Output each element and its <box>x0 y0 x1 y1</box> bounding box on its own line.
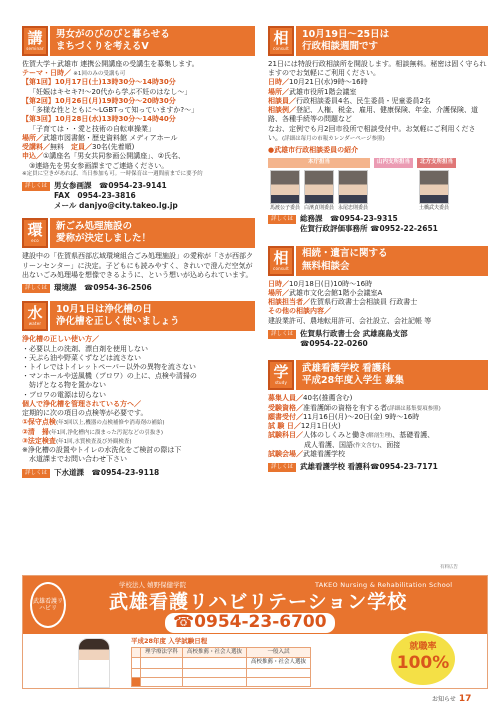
eco-section <box>22 218 255 293</box>
contact <box>268 462 488 472</box>
application-row: 願書受付／11月16日(月)～20日(金) 9時～16時 <box>268 412 420 421</box>
contact-tag: 詳しくは <box>22 469 50 478</box>
check-2: ②清 掃(年1回,浄化槽内に溜まった汚泥などの引抜き) <box>22 427 163 436</box>
seminar-section <box>22 26 255 210</box>
staff-row: 相談担当者／佐賀県行政書士会相談員 行政書士 <box>268 298 418 307</box>
table-row: 理学療法学科 高校推薦・社会人選抜 一般入試 <box>132 648 311 658</box>
contact-org: 佐賀県行政書士会 武雄鹿島支部 <box>300 328 408 338</box>
schedule-title: 平成28年度 入学試験日程 <box>131 637 208 645</box>
consult-badge: 相 consult <box>268 246 294 276</box>
session-1: 【第1回】10月17日(土)13時30分～14時30分 <box>22 78 176 87</box>
water-badge: 水 water <box>22 301 48 331</box>
contact <box>22 468 255 478</box>
study-badge: 学 study <box>268 360 294 390</box>
example-row: 相談例／登記、人権、税金、雇用、健康保険、年金、介護保険、道路、各種手続等の問題など <box>268 106 478 124</box>
staff-row: 相談員／行政相談委員4名、民生委員・児童委員2名 <box>268 96 431 105</box>
session-2: 【第2回】10月26日(月)19時30分～20時30分 <box>22 96 176 105</box>
intro: 佐賀大学＋武雄市 連携公開講座の受講生を募集します。 <box>22 60 199 68</box>
contact-phone: 環境課 ☎0954-36-2506 <box>54 283 152 293</box>
session-3: 【第3回】10月28日(水)13時30分～14時40分 <box>22 115 176 124</box>
schedule-table <box>131 647 311 687</box>
qualify-row: 受験資格／准看護師の資格を有する者(詳細は募集要項参照) <box>268 403 441 412</box>
owner-intro: 定期的に次の項目の点検等が必要です。 <box>22 409 148 418</box>
date-row: 日時／10月18日(日)10時～16時 <box>268 279 373 288</box>
note: ※定員に空きがあれば、当日参加も可。一時保育は一週間前までに要予約 <box>22 170 203 177</box>
contact-tag: 詳しくは <box>22 182 50 191</box>
owner-heading: 個人で浄化槽を管理されている方へ／ <box>22 399 141 408</box>
session-2-title: 「多様な性とともに～LGBTって知っていますか?～」 <box>29 106 199 115</box>
usage-item: 妨げとなる物を置かない <box>22 381 106 390</box>
session-1-title: 「妊娠はキセキ?!～20代から学ぶ不妊のはなし～」 <box>29 87 192 96</box>
usage-heading: 浄化槽の正しい使い方／ <box>22 335 99 344</box>
contact-phone: 総務課 ☎0954-23-9315 <box>300 214 398 224</box>
section-title: 10月19日～25日は 行政相談週間です <box>296 26 488 56</box>
contact-tag: 詳しくは <box>268 330 296 339</box>
section-title: 新ごみ処理施設の 愛称が決定しました！ <box>50 218 255 248</box>
ad-header <box>23 576 487 634</box>
contact-phone: ☎0954-22-0260 <box>300 338 368 348</box>
usage-item: ・天ぷら油や野菜くずなどは流さない <box>22 353 141 362</box>
inheritance-section <box>268 246 488 349</box>
section-header <box>268 26 488 56</box>
other-row: 建設業許可、農地転用許可、会社設立、会社記帳 等 <box>268 316 432 325</box>
note: ※浄化槽の設置やトイレの水洗化をご検討の際は下 <box>22 446 182 455</box>
contact-tag: 詳しくは <box>268 463 296 472</box>
apply-row: 申込／①講座名「男女共同参画公開講座」、②氏名、 <box>22 152 186 161</box>
group-honcho <box>268 158 370 211</box>
section-header <box>22 218 255 248</box>
portrait-photo <box>419 170 449 204</box>
usage-item: ・ブロワの電源は切らない <box>22 390 106 399</box>
contact-mail[interactable]: メール danjyo@city.takeo.lg.jp <box>54 200 178 210</box>
body: 21日には特設行政相談所を開設します。相談無料。秘密は固く守られますのでお気軽にご利用ください。 <box>268 60 487 78</box>
venue-row: 試験会場／武雄看護学校 <box>268 449 345 458</box>
section-title: 相続・遺言に関する 無料相談会 <box>296 246 488 276</box>
contact-tag: 詳しくは <box>22 284 50 293</box>
ad-subtitle: 学校法人 嬉野保健学院 <box>119 581 187 589</box>
section-title: 武雄看護学校 看護科 平成28年度入学生 募集 <box>296 360 488 390</box>
section-header <box>22 26 255 56</box>
place-row: 場所／武雄市文化会館1階小会議室A <box>268 288 383 297</box>
group-label: 山内支所担当 <box>374 158 413 167</box>
usage-item: ・マンホールや送風機（ブロワ）の上に、点検や清掃の <box>22 372 197 381</box>
capacity-row: 募集人員／40名(推薦含む) <box>268 394 353 403</box>
note: なお、定例でも月2回市役所で相談受付中。お気軽にご利用ください。(詳細は毎月の市報カレンダーページ参照) <box>268 124 476 142</box>
school-phone: ☎0954-23-6700 <box>165 613 335 633</box>
note-2: 水道課までお問い合わせ下さい <box>22 455 127 464</box>
other-label: その他の相談内容／ <box>268 307 331 316</box>
place-row: 場所／武雄市役所1階会議室 <box>268 87 357 96</box>
water-section <box>22 301 255 478</box>
portrait-photo <box>304 170 334 204</box>
school-name: 武雄看護リハビリテーション学校 <box>109 591 408 613</box>
member: 永尾忠則委員 <box>337 170 369 212</box>
body: 建設中の「佐賀県西部広域環境組合ごみ処理施設」の愛称が「さが西部クリーンセンター」に決定。子どもにも読みやすく、きれいで澄んだ空気が出ないごみ処理場を想像できるように、という想いが込められています。 <box>22 252 253 279</box>
admin-consult-section <box>268 26 488 234</box>
table-row: 高校推薦・社会人選抜 <box>132 658 311 668</box>
place-row: 場所／武雄市図書館・歴史資料館 メディアホール <box>22 133 178 142</box>
right-column <box>268 26 488 480</box>
member: 馬渡公子委員 <box>269 170 301 212</box>
section-title: 男女がのびのびと暮らせる まちづくりを考えるⅤ <box>50 26 255 56</box>
contact-phone: 武雄看護学校 看護科☎0954-23-7171 <box>300 462 438 472</box>
nursing-school-section <box>268 360 488 472</box>
usage-item: ・必要以上の洗剤、漂白剤を使用しない <box>22 344 148 353</box>
exam-date-row: 試 験 日／12月1日(火) <box>268 422 341 431</box>
committee-members <box>268 158 488 211</box>
contact <box>268 214 488 234</box>
left-column <box>22 26 255 486</box>
group-kitagata <box>417 158 456 211</box>
table-row <box>132 668 311 677</box>
theme-row: テーマ・日時／ ※1回のみの受講も可 <box>22 69 126 78</box>
school-logo: 武雄看護リハビリ <box>30 582 66 628</box>
contact-fax: FAX 0954-23-3816 <box>54 190 136 200</box>
contact <box>268 329 488 349</box>
section-header <box>268 360 488 390</box>
subjects-row-2: 成人看護、国語(作文含む)、面接 <box>304 440 401 449</box>
fee-row: 受講料／無料 定員／30名(先着順) <box>22 143 135 152</box>
school-advertisement <box>22 575 488 689</box>
page-number: 17 <box>458 694 472 704</box>
section-title: 10月1日は浄化槽の日 浄化槽を正しく使いましょう <box>50 301 255 331</box>
contact-phone: 男女参画課 ☎0954-23-9141 <box>54 181 167 191</box>
section-header <box>22 301 255 331</box>
check-1: ①保守点検(年3回以上,機器の点検補修や消毒剤の補給) <box>22 418 165 427</box>
contact-phone-2: 佐賀行政評価事務所 ☎0952-22-2651 <box>300 223 438 233</box>
portrait-photo <box>270 170 300 204</box>
apply-row-2: ③連絡先を男女参画課までご連絡ください。 <box>29 161 169 170</box>
ad-subtitle-en: TAKEO Nursing & Rehabilitation School <box>315 581 453 589</box>
consult-badge: 相 consult <box>268 26 294 56</box>
employment-rate-badge: 就職率 100% <box>389 631 457 687</box>
contact <box>22 181 255 210</box>
seminar-badge: 講 seminar <box>22 26 48 56</box>
eco-badge: 環 eco <box>22 218 48 248</box>
contact-phone: 下水道課 ☎0954-23-9118 <box>54 467 160 477</box>
check-3: ③法定検査(年1回,水質検査及び外観検査) <box>22 436 132 445</box>
member: 白濱貞則委員 <box>303 170 335 212</box>
portrait-photo <box>338 170 368 204</box>
date-row: 日時／10月21日(水)9時～16時 <box>268 78 368 87</box>
group-yamauchi <box>374 158 413 211</box>
table-row <box>132 677 311 686</box>
usage-item: ・トイレではトイレットペーパー以外の異物を流さない <box>22 362 196 371</box>
group-label: 北方支所担当 <box>417 158 456 167</box>
group-label: 本庁担当 <box>268 158 370 167</box>
contact-tag: 詳しくは <box>268 215 296 224</box>
contact <box>22 283 255 293</box>
intro-bar: ●武雄市行政相談委員の紹介 <box>268 146 359 155</box>
nurse-photo <box>78 638 110 688</box>
session-3-title: 「子育ては・・愛と技術の自転車操業」 <box>29 124 155 133</box>
member: 土橋武夫委員 <box>418 170 450 212</box>
subjects-row: 試験科目／人体のしくみと働き(解剖生理)、基礎看護、 <box>268 431 435 440</box>
section-header <box>268 246 488 276</box>
page-footer: お知らせ 17 <box>432 694 472 704</box>
paid-ad-label: 有料広告 <box>440 565 458 570</box>
